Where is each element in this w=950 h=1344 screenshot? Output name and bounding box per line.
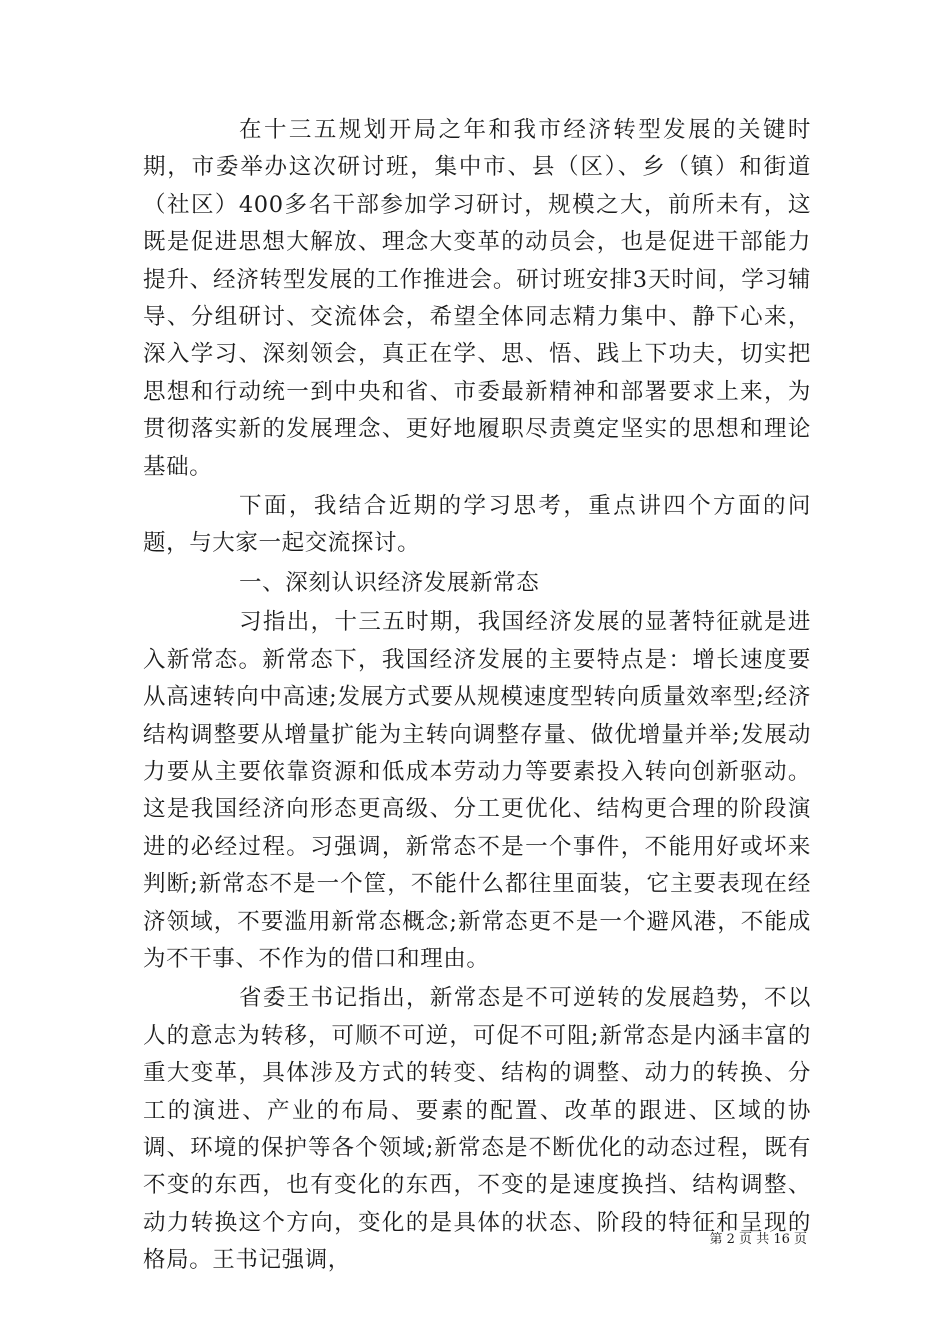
paragraph-new-normal-features: 习指出，十三五时期，我国经济发展的显著特征就是进入新常态。新常态下，我国经济发展的主要特点是：增长速度要从高速转向中高速;发展方式要从规模速度型转向质量效率型;经济结构调整要从增量扩能为主转向调整存量、做优增量并举;发展动力要从主要依靠资源和低成本劳动力等要素投入转向创新驱动。这是我国经济向形态更高级、分工更优化、结构更合理的阶段演进的必经过程。习强调，新常态不是一个事件，不能用好或坏来判断;新常态不是一个筐，不能什么都往里面装，它主要表现在经济领域，不要滥用新常态概念;新常态更不是一个避风港，不能成为不干事、不作为的借口和理由。 [143, 609, 811, 972]
document-body [143, 112, 811, 1282]
paragraph-transition: 下面，我结合近期的学习思考，重点讲四个方面的问题，与大家一起交流探讨。 [143, 493, 811, 557]
paragraph-opening: 在十三五规划开局之年和我市经济转型发展的关键时期，市委举办这次研讨班，集中市、县（区）、乡（镇）和街道（社区）400多名干部参加学习研讨，规模之大，前所未有，这既是促进思想大解放、理念大变革的动员会，也是促进干部能力提升、经济转型发展的工作推进会。研讨班安排3天时间，学习辅导、分组研讨、交流体会，希望全体同志精力集中、静下心来，深入学习、深刻领会，真正在学、思、悟、践上下功夫，切实把思想和行动统一到中央和省、市委最新精神和部署要求上来，为贯彻落实新的发展理念、更好地履职尽责奠定坚实的思想和理论基础。 [143, 117, 811, 480]
section-heading-1: 一、深刻认识经济发展新常态 [239, 569, 540, 596]
paragraph-provincial-secretary: 省委王书记指出，新常态是不可逆转的发展趋势，不以人的意志为转移，可顺不可逆，可促不可阻;新常态是内涵丰富的重大变革，具体涉及方式的转变、结构的调整、动力的转换、分工的演进、产业的布局、要素的配置、改革的跟进、区域的协调、环境的保护等各个领域;新常态是不断优化的动态过程，既有不变的东西，也有变化的东西，不变的是速度换挡、结构调整、动力转换这个方向，变化的是具体的状态、阶段的特征和呈现的格局。王书记强调， [143, 985, 811, 1274]
page-footer: 第 2 页 共 16 页 [709, 1232, 807, 1247]
